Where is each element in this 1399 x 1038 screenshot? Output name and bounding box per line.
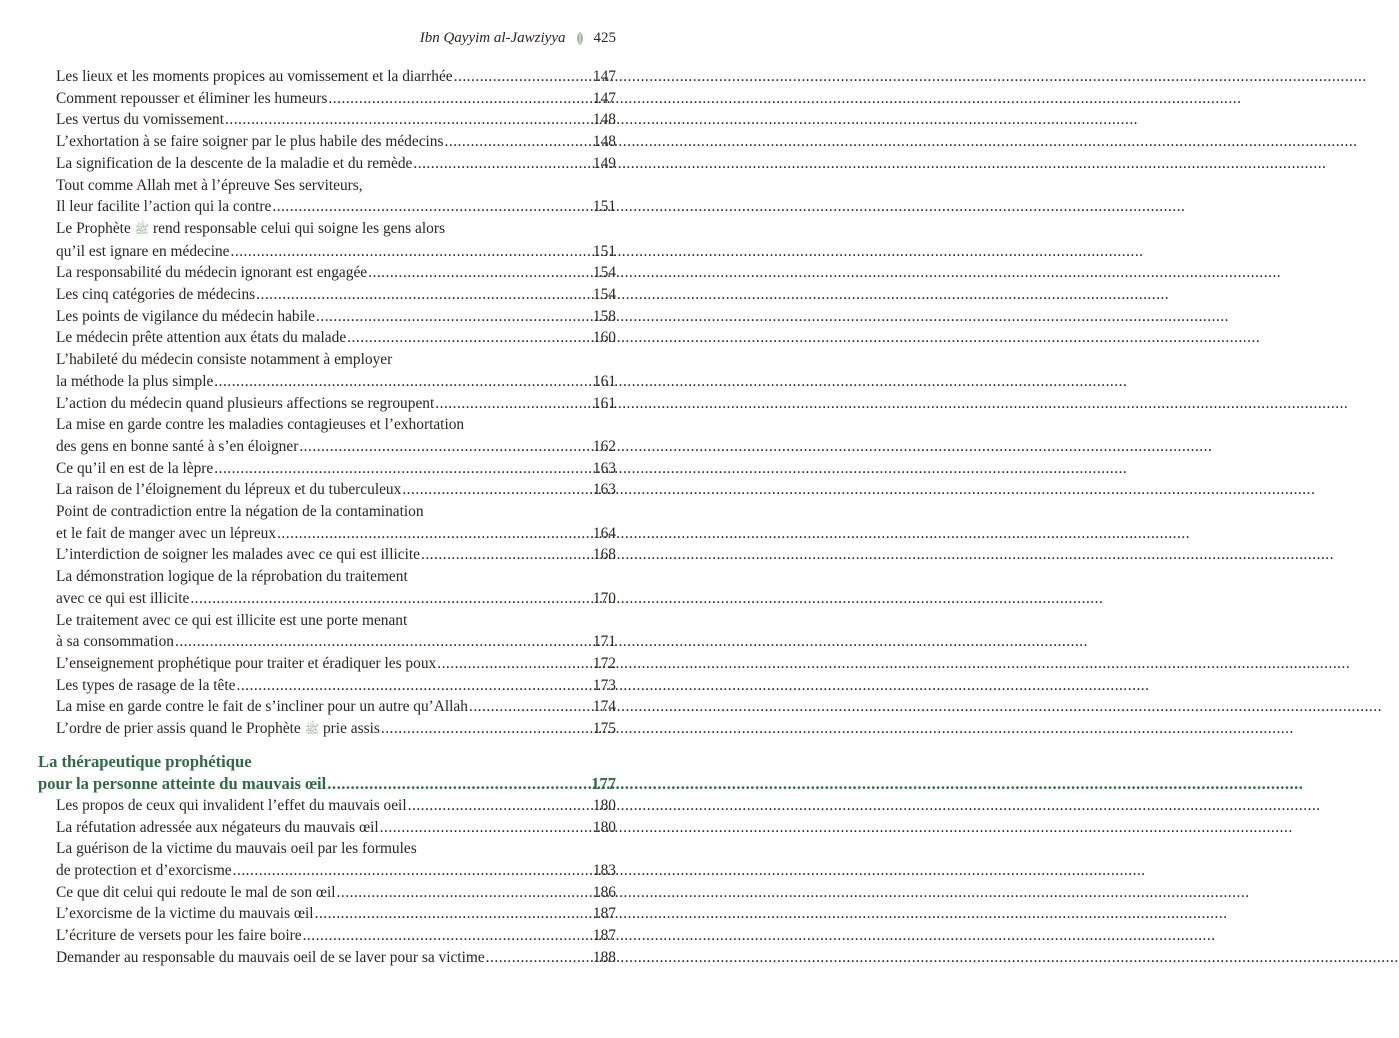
section-title-line1: La thérapeutique prophétique [38, 751, 252, 771]
dot-leader [437, 653, 592, 675]
dot-leader [272, 196, 592, 218]
toc-page-number: 173 [592, 676, 616, 694]
toc-page-number: 151 [592, 198, 616, 216]
toc-entry[interactable]: Les types de rasage de la tête ..... 173 [0, 675, 668, 697]
dot-leader [445, 131, 592, 153]
dot-leader [214, 458, 592, 480]
toc-page-number: 172 [592, 654, 616, 672]
saw-honorific-icon: ﷺ [134, 221, 150, 236]
toc-entry[interactable]: Les cinq catégories de médecins ..... 154 [0, 284, 668, 306]
toc-page-number: 161 [592, 372, 616, 390]
dot-leader [190, 588, 592, 610]
toc-page-number: 162 [592, 437, 616, 455]
toc-entry[interactable]: La réfutation adressée aux négateurs du mauvais œil ..... 180 [0, 817, 668, 839]
toc-page-number: 151 [592, 242, 616, 260]
section-page-number: 177 [591, 773, 616, 793]
toc-page-number: 170 [592, 589, 616, 607]
toc-entry[interactable]: la méthode la plus simple ..... 161 [0, 371, 668, 393]
toc-page-number: 148 [592, 111, 616, 129]
dot-leader [328, 88, 591, 110]
dot-leader [469, 696, 592, 718]
toc-page-number: 180 [592, 818, 616, 836]
running-header [420, 30, 616, 47]
toc-page-number: 148 [592, 133, 616, 151]
toc-page-number: 163 [592, 459, 616, 477]
toc-entry[interactable]: L’enseignement prophétique pour traiter et éradiquer les poux ..... 172 [0, 653, 668, 675]
dot-leader [327, 773, 590, 795]
dot-leader [315, 903, 592, 925]
toc-page-number: 171 [592, 633, 616, 651]
dot-leader [380, 817, 592, 839]
toc-entry-line1[interactable]: La guérison de la victime du mauvais oeil par les formules [56, 840, 417, 858]
toc-page-number: 188 [592, 948, 616, 966]
dot-leader [381, 718, 592, 740]
toc-page-number: 154 [592, 264, 616, 282]
toc-entry-line1[interactable]: Le Prophète ﷺ rend responsable celui qui soigne les gens alors [56, 219, 445, 237]
dot-leader [277, 523, 592, 545]
toc-entry[interactable]: et le fait de manger avec un lépreux ..... 164 [0, 523, 668, 545]
toc-page-number: 164 [592, 524, 616, 542]
leaf-ornament-icon [574, 31, 586, 47]
toc-entry[interactable]: L’interdiction de soigner les malades avec ce qui est illicite ..... 168 [0, 544, 668, 566]
toc-page-number: 154 [592, 286, 616, 304]
dot-leader [368, 262, 592, 284]
dot-leader [486, 947, 592, 969]
toc-page-number: 163 [592, 481, 616, 499]
toc-page-number: 180 [592, 796, 616, 814]
section-heading[interactable] [0, 751, 668, 795]
toc-page-number: 183 [592, 861, 616, 879]
toc-entry[interactable]: L’ordre de prier assis quand le Prophète ﷺ prie assis ..... 175 [0, 718, 668, 741]
toc-entry[interactable]: Demander au responsable du mauvais oeil de se laver pour sa victime ..... 188 [0, 947, 668, 969]
toc-entry[interactable]: Les lieux et les moments propices au vomissement et la diarrhée ..... 147 [0, 66, 668, 88]
toc-entry[interactable]: Les propos de ceux qui invalident l’effet du mauvais oeil ..... 180 [0, 795, 668, 817]
toc-entry[interactable]: La responsabilité du médecin ignorant est engagée ..... 154 [0, 262, 668, 284]
dot-leader [236, 675, 591, 697]
dot-leader [337, 882, 592, 904]
toc-entry[interactable]: avec ce qui est illicite ..... 170 [0, 588, 668, 610]
dot-leader [413, 153, 592, 175]
toc-entry[interactable]: Ce que dit celui qui redoute le mal de son œil ..... 186 [0, 882, 668, 904]
toc-entry[interactable]: L’écriture de versets pour les faire boire ..... 187 [0, 925, 668, 947]
dot-leader [347, 327, 592, 349]
page-number: 425 [593, 30, 616, 46]
dot-leader [225, 109, 592, 131]
toc-entry-line1[interactable]: Point de contradiction entre la négation de la contamination [56, 503, 424, 521]
toc-entry[interactable]: de protection et d’exorcisme ..... 183 [0, 860, 668, 882]
toc-entry[interactable]: L’action du médecin quand plusieurs affections se regroupent ..... 161 [0, 393, 668, 415]
section-title-line2: pour la personne atteinte du mauvais œil ..... 177 [0, 773, 668, 795]
toc-entry-line1[interactable]: L’habileté du médecin consiste notamment à employer [56, 351, 393, 369]
dot-leader [303, 925, 592, 947]
toc-entry[interactable]: à sa consommation ..... 171 [0, 631, 668, 653]
toc-entry[interactable]: Le médecin prête attention aux états du malade ..... 160 [0, 327, 668, 349]
dot-leader [299, 436, 592, 458]
toc-page-number: 147 [592, 89, 616, 107]
dot-leader [231, 241, 592, 263]
toc-entry[interactable]: des gens en bonne santé à s’en éloigner ..... 162 [0, 436, 668, 458]
toc-entry[interactable]: qu’il est ignare en médecine ..... 151 [0, 241, 668, 263]
running-header-author: Ibn Qayyim al-Jawziyya [419, 30, 566, 46]
toc-entry[interactable]: La signification de la descente de la maladie et du remède ..... 149 [0, 153, 668, 175]
toc-page-number: 168 [592, 546, 616, 564]
toc-page-number: 149 [592, 154, 616, 172]
dot-leader [214, 371, 592, 393]
toc-entry-line1[interactable]: Le traitement avec ce qui est illicite est une porte menant [56, 611, 408, 629]
dot-leader [175, 631, 592, 653]
toc-entry[interactable]: L’exorcisme de la victime du mauvais œil ..... 187 [0, 903, 668, 925]
toc-entry[interactable]: Il leur facilite l’action qui la contre ..... 151 [0, 196, 668, 218]
toc-entry[interactable]: Ce qu’il en est de la lèpre ..... 163 [0, 458, 668, 480]
toc-page-number: 147 [592, 68, 616, 85]
toc-page-number: 160 [592, 329, 616, 347]
toc-entry[interactable]: Comment repousser et éliminer les humeurs ..... 147 [0, 88, 668, 110]
toc-page-number: 161 [592, 394, 616, 412]
saw-honorific-icon: ﷺ [304, 722, 320, 737]
dot-leader [408, 795, 592, 817]
dot-leader [454, 66, 592, 88]
toc-page-number: 158 [592, 307, 616, 325]
toc-entry[interactable]: L’exhortation à se faire soigner par le plus habile des médecins ..... 148 [0, 131, 668, 153]
toc-entry[interactable]: Les points de vigilance du médecin habile ..... 158 [0, 306, 668, 328]
toc-page-number: 187 [592, 927, 616, 945]
toc-entry[interactable]: Les vertus du vomissement ..... 148 [0, 109, 668, 131]
dot-leader [256, 284, 592, 306]
toc-entry-line1[interactable]: Tout comme Allah met à l’épreuve Ses serviteurs, [56, 176, 363, 194]
table-of-contents [0, 66, 668, 968]
dot-leader [402, 479, 592, 501]
dot-leader [421, 544, 592, 566]
toc-entry[interactable]: La mise en garde contre le fait de s’incliner pour un autre qu’Allah ..... 174 [0, 696, 668, 718]
toc-entry-line1[interactable]: La mise en garde contre les maladies contagieuses et l’exhortation [56, 416, 465, 434]
dot-leader [233, 860, 592, 882]
dot-leader [435, 393, 592, 415]
toc-page-number: 186 [592, 883, 616, 901]
toc-entry[interactable]: La raison de l’éloignement du lépreux et du tuberculeux ..... 163 [0, 479, 668, 501]
toc-page-number: 187 [592, 905, 616, 923]
toc-page-number: 174 [592, 698, 616, 716]
dot-leader [316, 306, 592, 328]
toc-entry-line1[interactable]: La démonstration logique de la réprobation du traitement [56, 568, 408, 586]
toc-page-number: 175 [592, 720, 616, 738]
